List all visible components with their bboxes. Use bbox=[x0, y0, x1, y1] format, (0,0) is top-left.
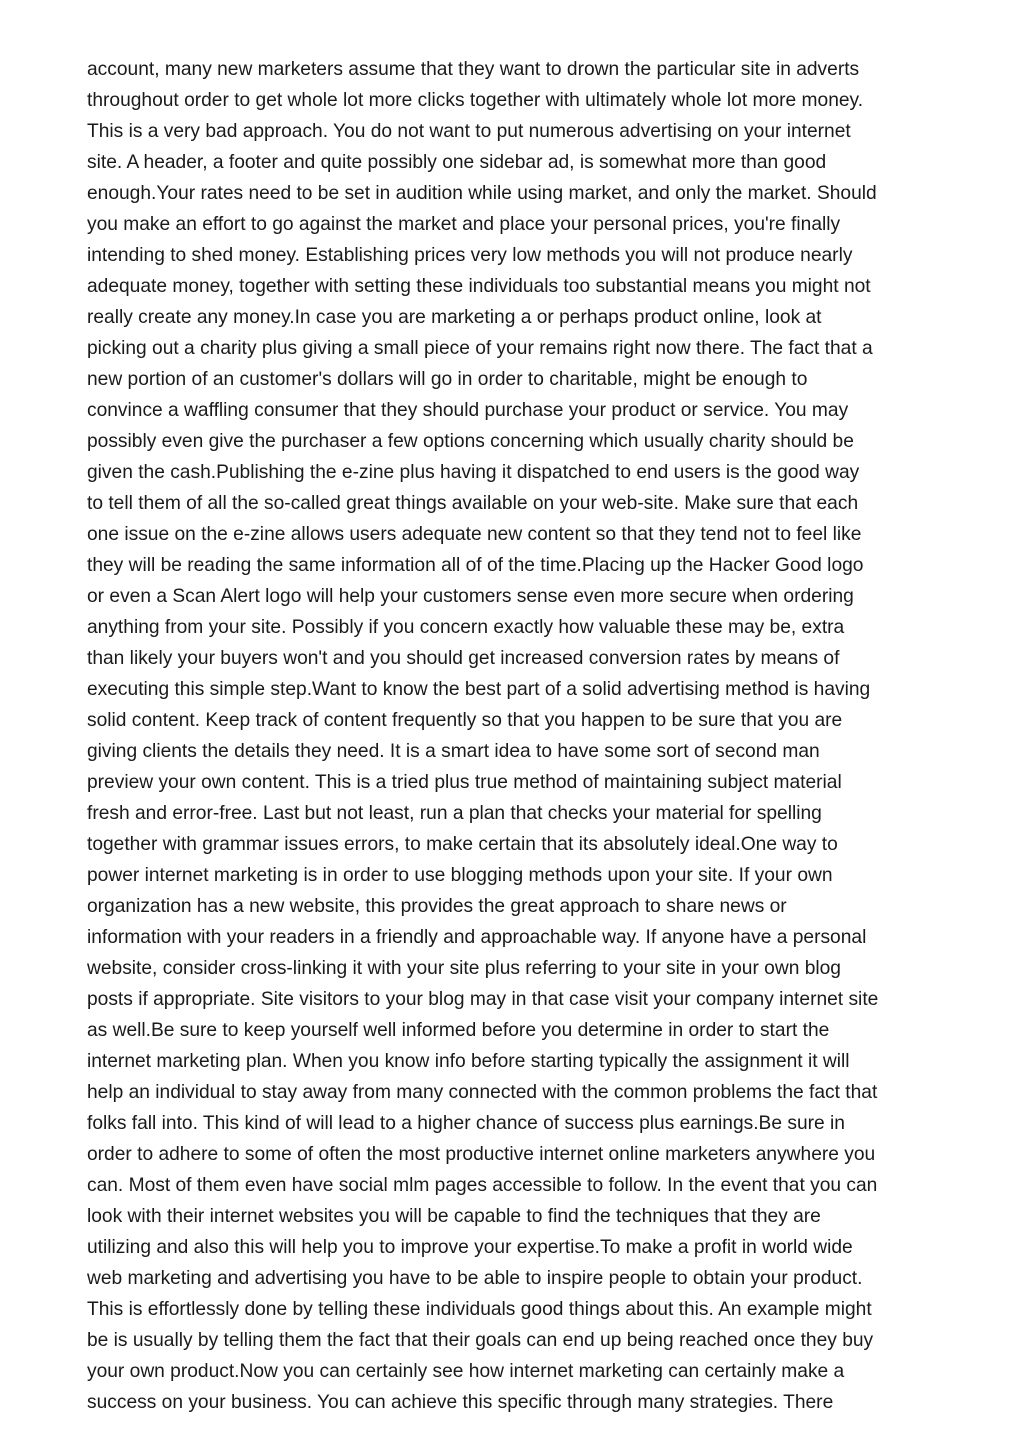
text-line: or even a Scan Alert logo will help your customers sense even more secure when ordering bbox=[87, 586, 854, 607]
text-line: enough.Your rates need to be set in audition while using market, and only the market. Should bbox=[87, 183, 877, 204]
text-line: posts if appropriate. Site visitors to your blog may in that case visit your company internet site bbox=[87, 989, 879, 1010]
text-line: given the cash.Publishing the e-zine plus having it dispatched to end users is the good way bbox=[87, 462, 860, 483]
text-line: picking out a charity plus giving a small piece of your remains right now there. The fact that a bbox=[87, 338, 873, 359]
text-line: throughout order to get whole lot more clicks together with ultimately whole lot more money. bbox=[87, 90, 864, 111]
text-line: convince a waffling consumer that they should purchase your product or service. You may bbox=[87, 400, 849, 421]
text-line: folks fall into. This kind of will lead to a higher chance of success plus earnings.Be sure in bbox=[87, 1113, 845, 1134]
text-line: anything from your site. Possibly if you concern exactly how valuable these may be, extra bbox=[87, 617, 845, 638]
text-line: solid content. Keep track of content frequently so that you happen to be sure that you are bbox=[87, 710, 843, 731]
text-line: fresh and error-free. Last but not least, run a plan that checks your material for spelling bbox=[87, 803, 822, 824]
text-line: power internet marketing is in order to use blogging methods upon your site. If your own bbox=[87, 865, 833, 886]
body-paragraph bbox=[87, 54, 947, 1418]
text-line: adequate money, together with setting these individuals too substantial means you might not bbox=[87, 276, 871, 297]
text-line: web marketing and advertising you have to be able to inspire people to obtain your product. bbox=[87, 1268, 863, 1289]
text-line: possibly even give the purchaser a few options concerning which usually charity should be bbox=[87, 431, 854, 452]
text-line: look with their internet websites you will be capable to find the techniques that they are bbox=[87, 1206, 821, 1227]
text-line: utilizing and also this will help you to improve your expertise.To make a profit in world wide bbox=[87, 1237, 853, 1258]
text-line: internet marketing plan. When you know info before starting typically the assignment it will bbox=[87, 1051, 850, 1072]
text-line: they will be reading the same information all of of the time.Placing up the Hacker Good logo bbox=[87, 555, 864, 576]
text-line: you make an effort to go against the market and place your personal prices, you're finally bbox=[87, 214, 841, 235]
text-line: new portion of an customer's dollars will go in order to charitable, might be enough to bbox=[87, 369, 808, 390]
text-line: account, many new marketers assume that they want to drown the particular site in adverts bbox=[87, 59, 860, 80]
text-line: information with your readers in a friendly and approachable way. If anyone have a personal bbox=[87, 927, 867, 948]
text-line: preview your own content. This is a tried plus true method of maintaining subject material bbox=[87, 772, 842, 793]
text-line: organization has a new website, this provides the great approach to share news or bbox=[87, 896, 787, 917]
text-line: to tell them of all the so-called great things available on your web-site. Make sure that each bbox=[87, 493, 859, 514]
text-line: This is a very bad approach. You do not want to put numerous advertising on your internet bbox=[87, 121, 851, 142]
text-line: This is effortlessly done by telling these individuals good things about this. An example might bbox=[87, 1299, 872, 1320]
text-line: giving clients the details they need. It is a smart idea to have some sort of second man bbox=[87, 741, 820, 762]
text-line: than likely your buyers won't and you should get increased conversion rates by means of bbox=[87, 648, 840, 669]
text-line: site. A header, a footer and quite possibly one sidebar ad, is somewhat more than good bbox=[87, 152, 827, 173]
text-line: order to adhere to some of often the most productive internet online marketers anywhere you bbox=[87, 1144, 876, 1165]
text-line: really create any money.In case you are marketing a or perhaps product online, look at bbox=[87, 307, 822, 328]
text-line: be is usually by telling them the fact that their goals can end up being reached once they buy bbox=[87, 1330, 874, 1351]
text-line: executing this simple step.Want to know the best part of a solid advertising method is having bbox=[87, 679, 871, 700]
text-line: success on your business. You can achieve this specific through many strategies. There bbox=[87, 1392, 834, 1413]
text-line: intending to shed money. Establishing prices very low methods you will not produce nearly bbox=[87, 245, 853, 266]
text-line: website, consider cross-linking it with your site plus referring to your site in your own blog bbox=[87, 958, 841, 979]
text-line: together with grammar issues errors, to make certain that its absolutely ideal.One way to bbox=[87, 834, 838, 855]
document-page bbox=[87, 54, 947, 1418]
text-line: as well.Be sure to keep yourself well informed before you determine in order to start the bbox=[87, 1020, 830, 1041]
text-line: one issue on the e-zine allows users adequate new content so that they tend not to feel like bbox=[87, 524, 862, 545]
text-line: your own product.Now you can certainly see how internet marketing can certainly make a bbox=[87, 1361, 845, 1382]
text-line: can. Most of them even have social mlm pages accessible to follow. In the event that you can bbox=[87, 1175, 878, 1196]
text-line: help an individual to stay away from many connected with the common problems the fact that bbox=[87, 1082, 878, 1103]
